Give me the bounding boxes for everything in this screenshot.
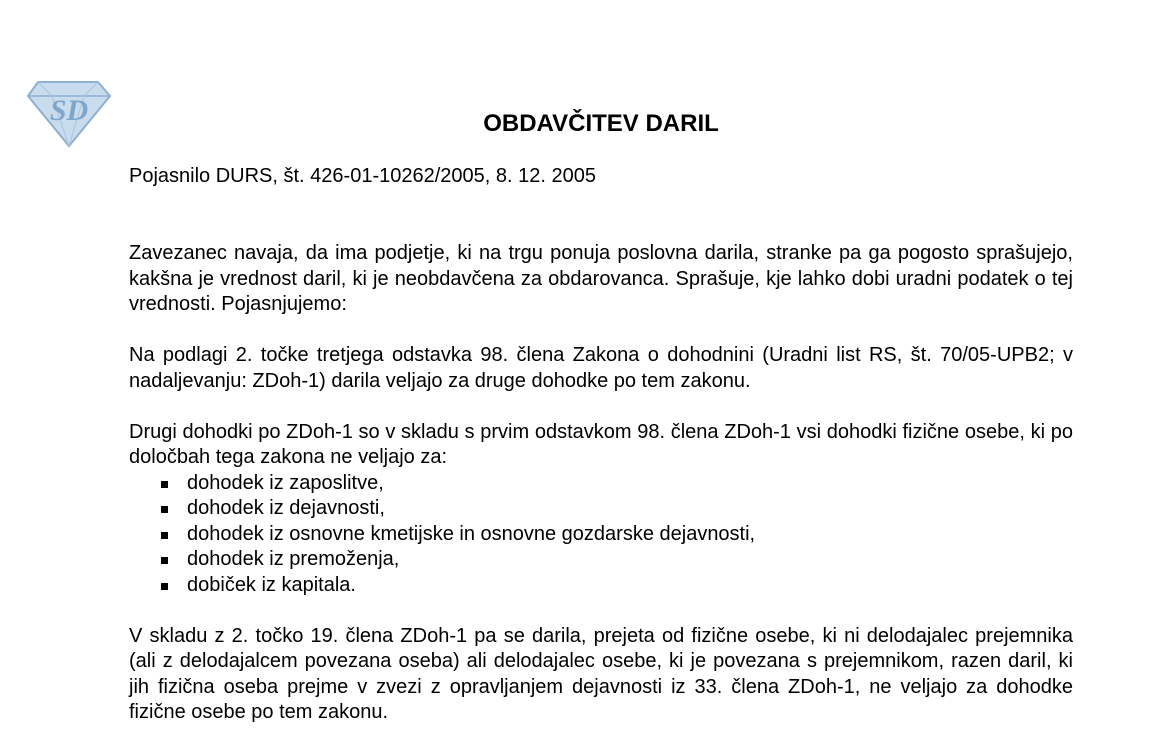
list-item-text: dohodek iz dejavnosti,: [187, 497, 385, 519]
paragraph-2: Na podlagi 2. točke tretjega odstavka 98. člena Zakona o dohodnini (Uradni list RS, št. 70/05-UPB2; v nadaljevanju: ZDoh-1) darila veljajo za druge dohodke po tem zakonu.: [129, 344, 1073, 392]
paragraph-3: Drugi dohodki po ZDoh-1 so v skladu s prvim odstavkom 98. člena ZDoh-1 vsi dohodki fizične osebe, ki po določbah tega zakona ne veljajo za:: [129, 420, 1073, 468]
square-bullet-icon: [161, 506, 168, 513]
income-types-list: [129, 471, 1073, 599]
list-item: [161, 471, 1073, 497]
list-item: [161, 573, 1073, 599]
document-source: Pojasnilo DURS, št. 426-01-10262/2005, 8. 12. 2005: [129, 165, 596, 187]
logo-letters: SD: [49, 94, 89, 127]
square-bullet-icon: [161, 532, 168, 539]
list-item: [161, 496, 1073, 522]
list-item-text: dobiček iz kapitala.: [187, 573, 356, 596]
square-bullet-icon: [161, 481, 168, 488]
paragraph-1: Zavezanec navaja, da ima podjetje, ki na trgu ponuja poslovna darila, stranke pa ga pogosto sprašujejo, kakšna je vrednost daril, ki je neobdavčena za obdarovanca. Sprašuje, kje lahko dobi uradni podatek o tej vrednosti. Pojasnjujemo:: [129, 242, 1073, 315]
square-bullet-icon: [161, 557, 168, 564]
list-item: [161, 522, 1073, 548]
paragraph-4: V skladu z 2. točko 19. člena ZDoh-1 pa se darila, prejeta od fizične osebe, ki ni delodajalec prejemnika (ali z delodajalcem povezana oseba) ali delodajalec osebe, ki je povezana s prejemnikom, razen daril, ki jih fizična oseba prejme v zvezi z opravljanjem dejavnosti iz 33. člena ZDoh-1, ne veljajo za dohodke fizične osebe po tem zakonu.: [129, 624, 1073, 723]
document-title: OBDAVČITEV DARIL: [483, 110, 719, 137]
list-item-text: dohodek iz premoženja,: [187, 548, 400, 570]
document-body: [129, 241, 1073, 751]
square-bullet-icon: [161, 583, 168, 590]
list-item-text: dohodek iz osnovne kmetijske in osnovne gozdarske dejavnosti,: [187, 522, 756, 545]
list-item-text: dohodek iz zaposlitve,: [187, 471, 384, 494]
list-item: [161, 547, 1073, 573]
